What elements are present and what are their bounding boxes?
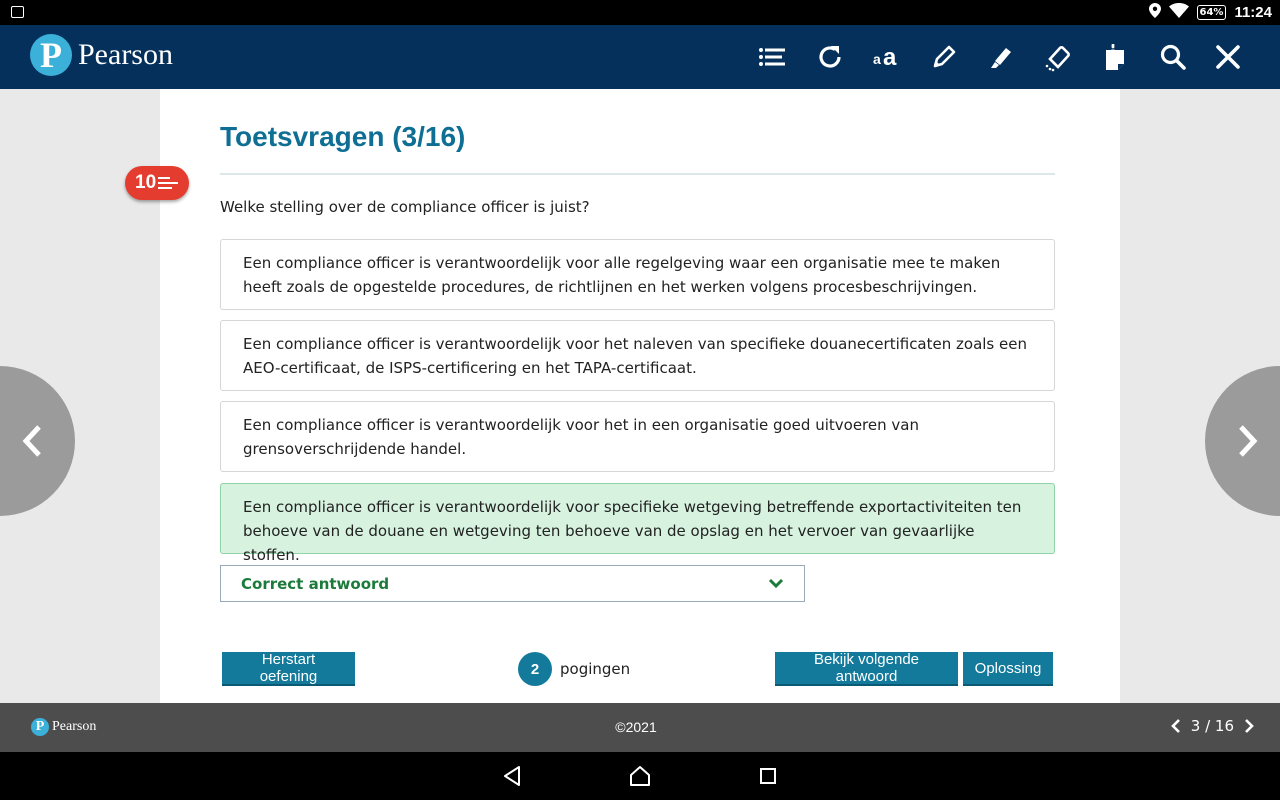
footer [0, 703, 1280, 752]
system-nav-bar [0, 752, 1280, 800]
font-size-icon[interactable] [869, 39, 905, 75]
solution-button[interactable]: Oplossing [963, 652, 1053, 686]
question-number-badge[interactable] [125, 166, 189, 200]
question-number: 10 [135, 172, 157, 193]
attempts-count: 2 [518, 652, 552, 686]
battery-icon: 64% [1197, 5, 1227, 20]
notes-icon[interactable] [1098, 39, 1134, 75]
svg-text:a: a [883, 44, 897, 71]
restart-button[interactable]: Herstart oefening [222, 652, 355, 686]
brand-name: Pearson [78, 38, 173, 71]
pearson-logo-mark: P [30, 34, 72, 76]
answer-option-text: Een compliance officer is verantwoordelijk voor alle regelgeving waar een organisatie mee te maken heeft zoals de opgestelde procedures, de richtlijnen en het werken volgens procesbeschrijvingen. [243, 254, 1001, 296]
answer-option[interactable] [220, 401, 1055, 472]
chevron-down-icon [768, 574, 784, 593]
page-indicator: 3 / 16 [1190, 717, 1234, 735]
pencil-icon[interactable] [926, 39, 962, 75]
status-bar [0, 0, 1280, 25]
feedback-label: Correct antwoord [241, 574, 390, 593]
exercise-page [135, 89, 1120, 703]
question-text: Welke stelling over de compliance officer is juist? [220, 198, 590, 216]
footer-brand: Pearson [52, 719, 97, 734]
answer-option-correct[interactable] [220, 483, 1055, 564]
answer-option-text: Een compliance officer is verantwoordelijk voor het naleven van specifieke douanecertificaten zoals een AEO-certificaat, de ISPS-certificering en het TAPA-certificaat. [243, 335, 1027, 377]
previous-page-button[interactable] [0, 366, 75, 516]
image-icon [11, 6, 24, 18]
next-page-button[interactable] [1205, 366, 1280, 516]
chevron-right-icon[interactable] [1244, 719, 1254, 733]
copyright: ©2021 [615, 719, 657, 735]
wifi-icon [1169, 3, 1189, 22]
answer-option-text: Een compliance officer is verantwoordelijk voor het in een organisatie goed uitvoeren van grensoverschrijdende handel. [243, 416, 919, 458]
menu-lines-icon[interactable] [754, 39, 790, 75]
answer-option[interactable] [220, 320, 1055, 391]
answer-option-text: Een compliance officer is verantwoordelijk voor specifieke wetgeving betreffende exportactiviteiten ten behoeve van de douane en wetgeving ten behoeve van de opslag en het vervoer van gevaarlijke stoffen. [243, 498, 1022, 564]
page-title: Toetsvragen (3/16) [220, 121, 466, 152]
refresh-icon[interactable] [812, 39, 848, 75]
chevron-left-icon[interactable] [1171, 719, 1181, 733]
attempts-label: pogingen [560, 660, 631, 678]
pearson-logo-mark: P [31, 718, 49, 736]
close-icon[interactable] [1210, 39, 1246, 75]
recents-icon[interactable] [756, 764, 780, 788]
title-divider [220, 173, 1055, 175]
feedback-dropdown[interactable] [220, 565, 805, 602]
eraser-icon[interactable] [1040, 39, 1076, 75]
highlighter-icon[interactable] [983, 39, 1019, 75]
chevron-right-icon [1236, 423, 1260, 459]
lines-icon [158, 177, 178, 189]
clock: 11:24 [1234, 4, 1272, 21]
next-answer-button[interactable]: Bekijk volgende antwoord [775, 652, 958, 686]
answer-option[interactable] [220, 239, 1055, 310]
page-pager [1171, 717, 1254, 735]
home-icon[interactable] [628, 764, 652, 788]
search-icon[interactable] [1155, 39, 1191, 75]
attempts-counter [518, 652, 630, 686]
back-icon[interactable] [501, 764, 525, 788]
location-icon [1149, 3, 1161, 22]
chevron-left-icon [20, 423, 44, 459]
app-header [0, 25, 1280, 89]
pearson-logo [30, 34, 173, 76]
svg-text:a: a [873, 51, 881, 67]
